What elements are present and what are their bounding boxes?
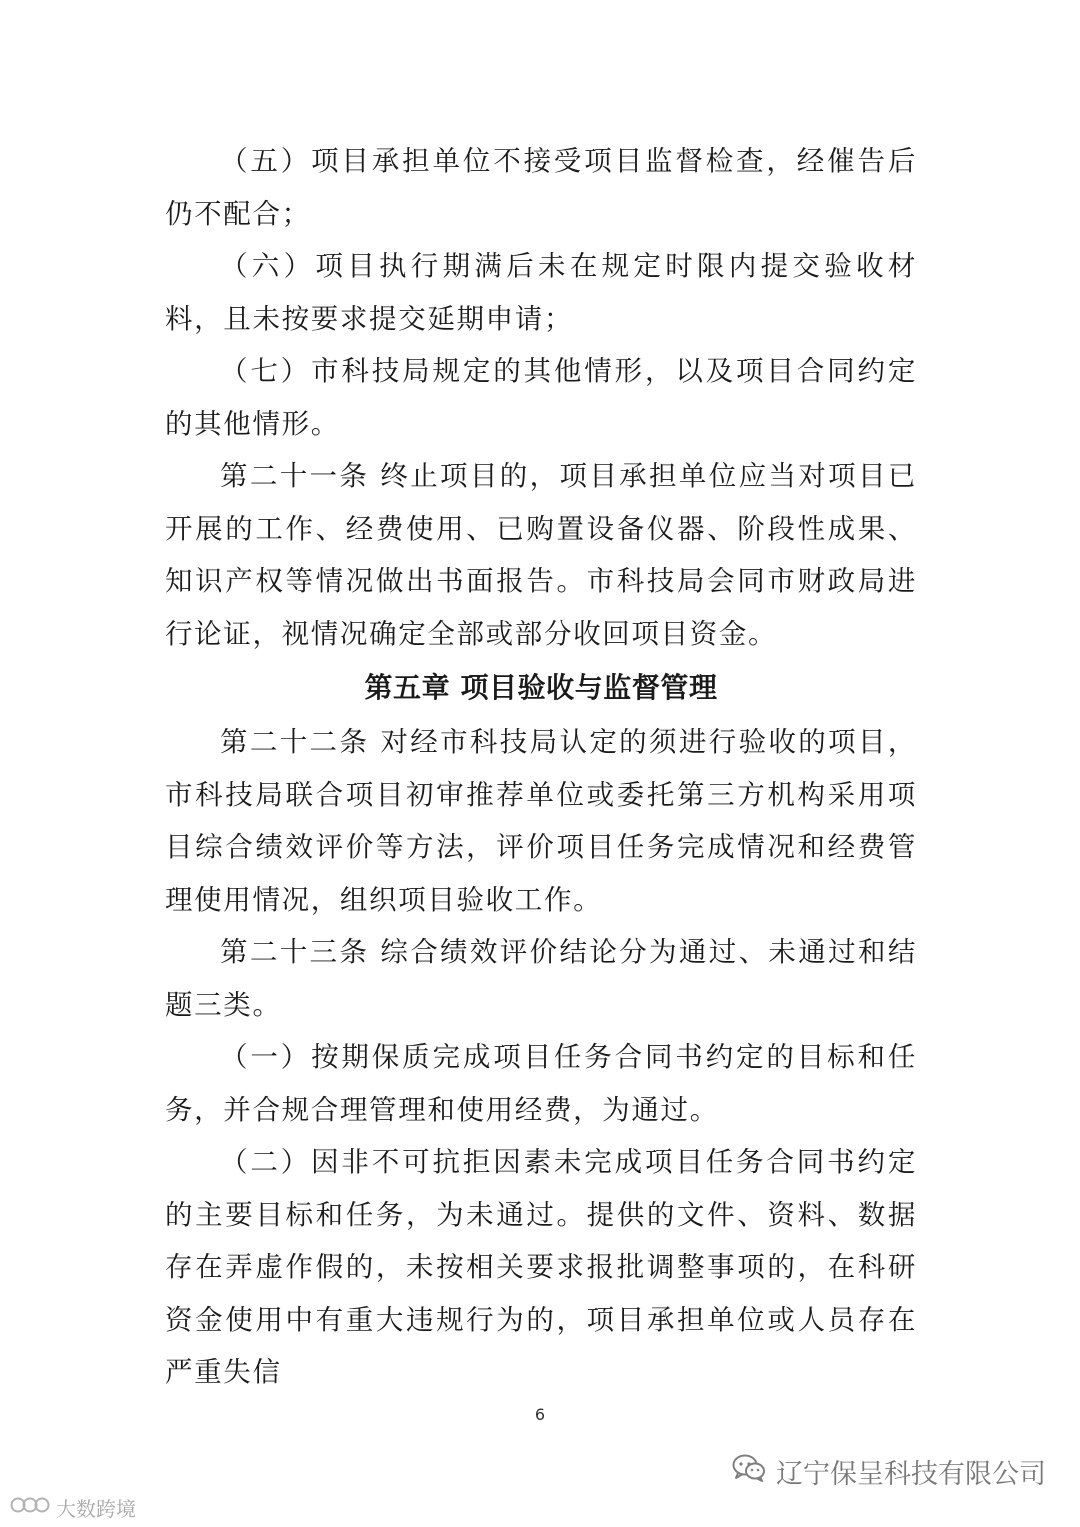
paragraph: （一）按期保质完成项目任务合同书约定的目标和任务，并合规合理管理和使用经费，为通过。: [165, 1041, 917, 1126]
chapter-title: 第五章 项目验收与监督管理: [364, 671, 718, 704]
site-watermark: [10, 1493, 136, 1522]
company-name: 辽宁保呈科技有限公司: [776, 1459, 1046, 1490]
paragraph: 第二十三条 综合绩效评价结论分为通过、未通过和结题三类。: [165, 936, 917, 1021]
paragraph: （五）项目承担单位不接受项目监督检查，经催告后仍不配合；: [165, 145, 917, 230]
company-watermark: [732, 1452, 1046, 1491]
wechat-icon: [732, 1454, 766, 1489]
paragraph: （二）因非不可抗拒因素未完成项目任务合同书约定的主要目标和任务，为未通过。提供的文件、资料、数据存在弄虚作假的，未按相关要求报批调整事项的，在科研资金使用中有重大违规行为的，项目承担单位或人员存在严重失信: [165, 1146, 917, 1388]
page-number: 6: [534, 1405, 546, 1424]
logo-icon: [10, 1494, 50, 1521]
paragraph: （六）项目执行期满后未在规定时限内提交验收材料，且未按要求提交延期申请；: [165, 250, 917, 335]
site-name: 大数跨境: [56, 1497, 136, 1521]
paragraph: 第二十二条 对经市科技局认定的须进行验收的项目，市科技局联合项目初审推荐单位或委托第三方机构采用项目综合绩效评价等方法，评价项目任务完成情况和经费管理使用情况，组织项目验收工作。: [165, 726, 917, 916]
document-body: [165, 135, 917, 1399]
paragraph: 第二十一条 终止项目的，项目承担单位应当对项目已开展的工作、经费使用、已购置设备仪器、阶段性成果、知识产权等情况做出书面报告。市科技局会同市财政局进行论证，视情况确定全部或部分收回项目资金。: [165, 460, 917, 650]
paragraph: （七）市科技局规定的其他情形，以及项目合同约定的其他情形。: [165, 355, 917, 440]
